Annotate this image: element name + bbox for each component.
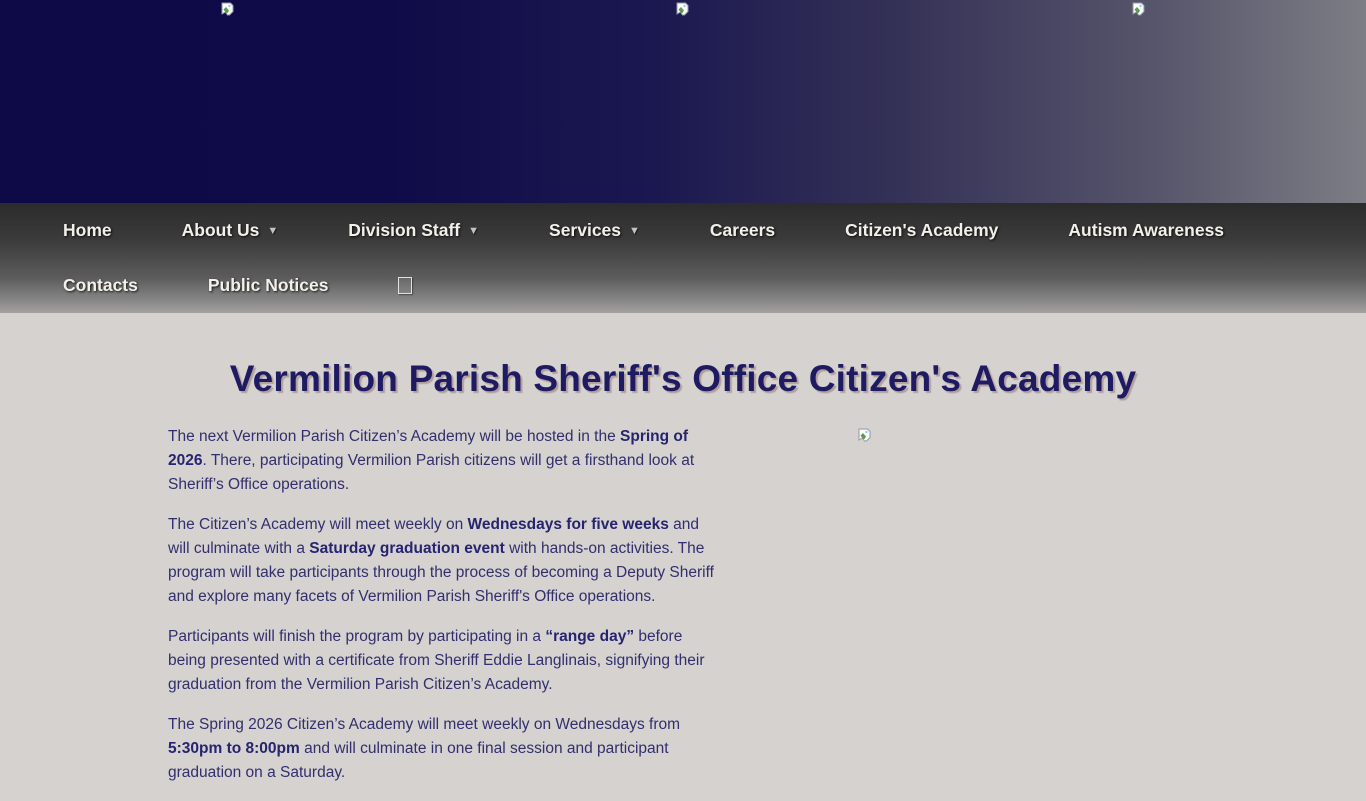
broken-image-icon [676,2,689,16]
article-text: with hands-on activities. The program will take participants through the process of becoming a Deputy Sheriff and explore many facets of Vermilion Parish Sheriff's Office operations. [168,540,714,605]
article-image-slot [858,425,871,447]
nav-item-label: Public Notices [207,275,329,295]
academy-article [168,425,724,801]
article-bold-text: Wednesdays for five weeks [467,516,669,533]
missing-glyph-icon [398,277,412,294]
broken-image-icon [1132,2,1145,16]
top-banner [0,0,1366,203]
article-text: The Citizen’s Academy will meet weekly on [168,516,468,533]
nav-item-careers[interactable] [675,220,810,241]
nav-item-label: Autism Awareness [1068,220,1225,240]
nav-item-label: About Us [181,220,260,240]
nav-item-label: Contacts [63,275,138,295]
banner-image-slot-3 [911,0,1366,203]
nav-item-label: Services [549,220,622,240]
banner-image-slot-1 [0,0,455,203]
nav-item-citizen-s-academy[interactable] [810,220,1033,241]
nav-row-2 [28,258,1366,313]
article-text: before being presented with a certificate from Sheriff Eddie Langlinais, signifying their graduation from the Vermilion Parish Citizen’s Academy. [168,628,705,693]
nav-item-public-notices[interactable] [173,275,364,296]
nav-item-label: Careers [709,220,776,240]
article-paragraph [168,513,724,609]
chevron-down-icon: ▼ [468,224,480,237]
nav-item-autism-awareness[interactable] [1033,220,1259,241]
article-bold-text: “range day” [545,628,635,645]
article-text: and will culminate in one final session and participant graduation on a Saturday. [168,740,669,781]
page-content [0,358,1366,801]
nav-item-label: Division Staff [348,220,461,240]
article-paragraph [168,625,724,697]
article-paragraph [168,425,724,497]
article-text: . There, participating Vermilion Parish citizens will get a firsthand look at Sheriff’s Office operations. [168,452,695,493]
article-bold-text: 5:30pm to 8:00pm [168,740,300,757]
article-bold-text: Spring of 2026 [168,428,689,469]
article-text: Participants will finish the program by participating in a [168,628,546,645]
article-bold-text: Saturday graduation event [309,540,505,557]
nav-item-contacts[interactable] [28,275,173,296]
nav-item-division-staff[interactable] [313,220,514,241]
nav-row-1 [28,203,1366,258]
nav-item-missing-glyph[interactable] [363,277,447,294]
banner-image-slot-2 [455,0,910,203]
chevron-down-icon: ▼ [267,224,279,237]
broken-image-icon [858,428,871,442]
page-title: Vermilion Parish Sheriff's Office Citizen's Academy [229,358,1137,399]
nav-item-about-us[interactable] [147,220,314,241]
main-navigation [0,203,1366,313]
article-text: The next Vermilion Parish Citizen’s Academy will be hosted in the [168,428,621,445]
chevron-down-icon: ▼ [629,224,640,237]
article-text: and will culminate with a [168,516,699,557]
article-paragraph [168,713,724,785]
nav-item-label: Citizen's Academy [845,220,999,240]
nav-item-label: Home [63,220,112,240]
nav-item-services[interactable] [514,220,675,241]
content-row [0,425,1366,801]
article-text: The Spring 2026 Citizen’s Academy will meet weekly on Wednesdays from [168,716,681,733]
broken-image-icon [221,2,234,16]
nav-item-home[interactable] [28,220,147,241]
